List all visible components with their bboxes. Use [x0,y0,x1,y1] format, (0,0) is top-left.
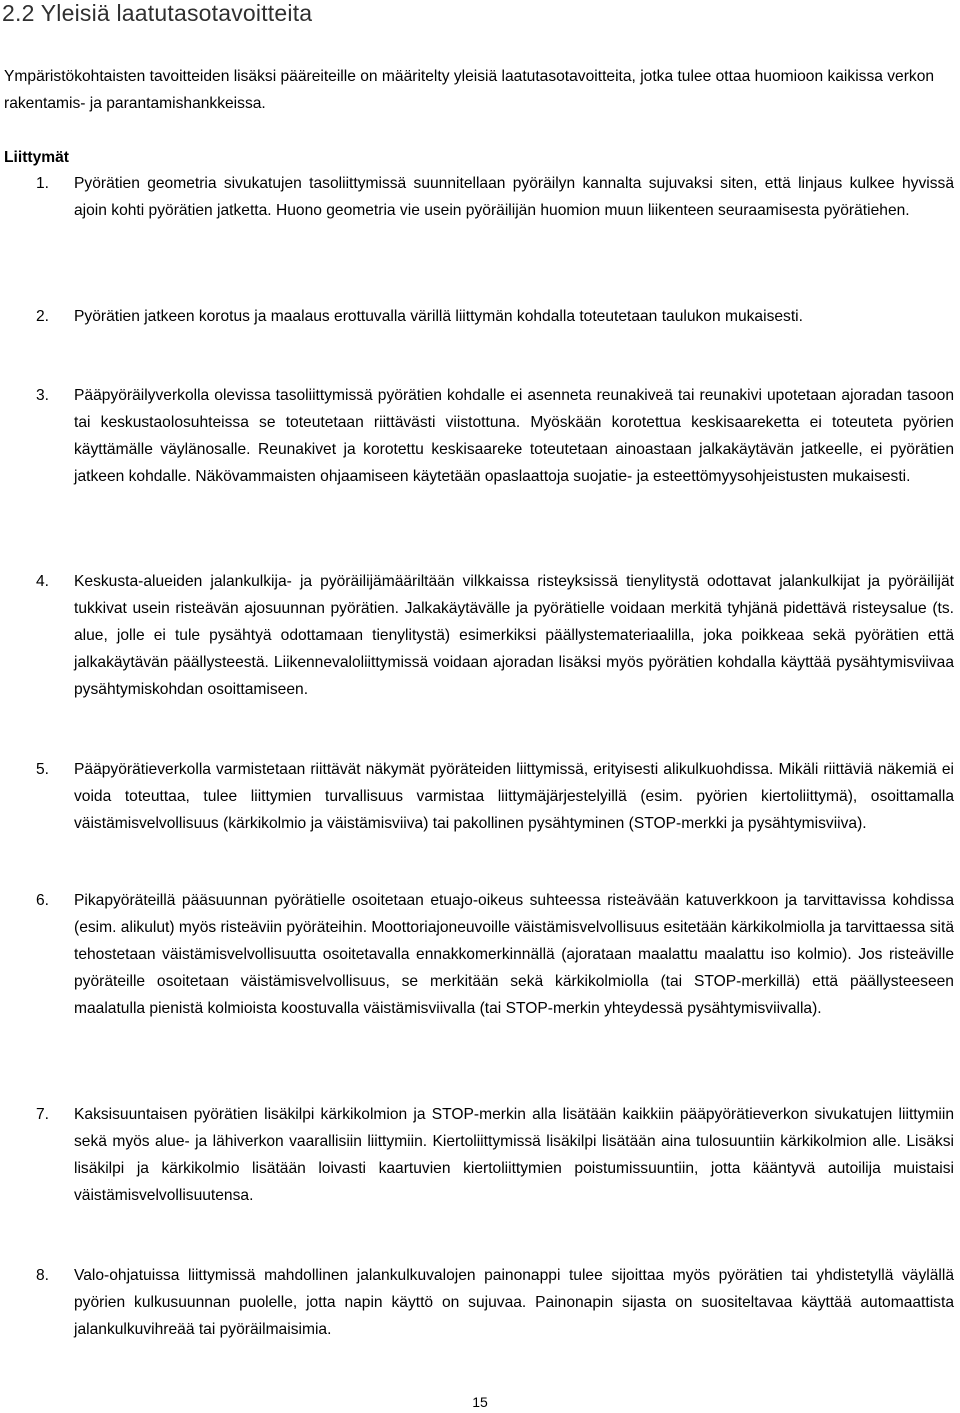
list-item-number: 3. [36,387,50,404]
list-item-number: 4. [36,573,50,590]
list-item-number: 1. [36,175,50,192]
subheading: Liittymät [4,149,69,166]
list-item-text: Pääpyörätieverkolla varmistetaan riittävät näkymät pyöräteiden liittymissä, erityisesti alikulkuohdissa. Mikäli riittäviä näkemiä ei voida toteuttaa, tulee liittymien turvallisuus varmistaa liittymäjärjestelyillä (esim. pyörien kiertoliittymä), osoittamalla väistämisvelvollisuus (kärkikolmio ja väistämisviiva) tai pakollinen pysähtyminen (STOP-merkki ja pysähtymisviiva). [74,761,954,832]
list-item-number: 7. [36,1106,50,1123]
list-item-text: Valo-ohjatuissa liittymissä mahdollinen jalankulkuvalojen painonappi tulee sijoittaa myös pyörätien tai yhdistetyllä väylällä pyörien kulkusuunnan puolelle, jotta napin käyttö on sujuvaa. Painonapin sijasta on suositeltavaa käyttää automaattista jalankulkuvihreää tai pyöräilmaisimia. [74,1267,954,1338]
list-item-text: Pyörätien jatkeen korotus ja maalaus erottuvalla värillä liittymän kohdalla toteutetaan taulukon mukaisesti. [74,308,803,325]
list-item-number: 2. [36,308,50,325]
list-item-text: Pääpyöräilyverkolla olevissa tasoliittymissä pyörätien kohdalle ei asenneta reunakiveä tai reunakivi upotetaan ajoradan tasoon tai keskustaolosuhteissa se toteutetaan riittävästi viistottuna. Myöskään korotettua keskisaareketta ei toteuteta pyörien käyttämälle väylänosalle. Reunakivet ja korotettu keskisaareke toteutetaan ainoastaan jalkakäytävän jatkeelle, ei pyörätien jatkeen kohdalle. Näkövammaisten ohjaamiseen käytetään opaslaattoja suojatie- ja esteettömyysohjeistusten mukaisesti. [74,387,954,485]
list-item-text: Keskusta-alueiden jalankulkija- ja pyöräilijämääriltään vilkkaissa risteyksissä tienylitystä odottavat jalankulkijat ja pyöräilijät tukkivat usein risteävän ajosuunnan pyörätien. Jalkakäytävälle ja pyörätielle voidaan merkitä tyhjänä pidettävä risteysalue (ts. alue, jolle ei tule pysähtyä odottamaan tienylitystä) esimerkiksi päällystemateriaalilla, joka poikkeaa sekä pyörätien että jalkakäytävän päällysteestä. Liikennevaloliittymissä voidaan ajoradan lisäksi myös pyörätien kohdalla käyttää pysähtymisviivaa pysähtymiskohdan osoittamiseen. [74,573,954,698]
list-item-number: 6. [36,892,50,909]
list-item-text: Kaksisuuntaisen pyörätien lisäkilpi kärkikolmion ja STOP-merkin alla lisätään kaikkiin pääpyörätieverkon sivukatujen liittymiin sekä myös alue- ja lähiverkon vaarallisiin liittymiin. Kiertoliittymissä lisäkilpi lisätään aina tulosuuntiin kärkikolmion alle. Lisäksi lisäkilpi ja kärkikolmio lisätään loivasti kaartuvien kiertoliittymien poistumissuuntiin, jotta kääntyvä autoilija muistaisi väistämisvelvollisuutensa. [74,1106,954,1204]
page-number: 15 [472,1394,488,1410]
list-item-number: 8. [36,1267,50,1284]
section-heading: 2.2 Yleisiä laatutasotavoitteita [2,0,313,26]
list-item-text: Pikapyöräteillä pääsuunnan pyörätielle osoitetaan etuajo-oikeus suhteessa risteävään katuverkkoon ja tarvittavissa kohdissa (esim. alikulut) myös risteäviin pyöräteihin. Moottoriajoneuvoille väistämisvelvollisuus esitetään kärkikolmiolla ja tarvittaessa sitä tehostetaan väistämisvelvollisuutta osoitetavalla ennakkomerkinnällä (ajorataan maalattu maalattu iso kolmio). Jos risteäville pyöräteille osoitetaan väistämisvelvollisuus, se merkitään sekä kärkikolmiolla (tai STOP-merkillä) että päällysteeseen maalatulla pienistä kolmioista koostuvalla väistämisviivalla (tai STOP-merkin yhteydessä pysähtymisviivalla). [74,892,954,1017]
intro-paragraph: Ympäristökohtaisten tavoitteiden lisäksi pääreiteille on määritelty yleisiä laatutasotavoitteita, jotka tulee ottaa huomioon kaikissa verkon rakentamis- ja parantamishankkeissa. [4,68,935,112]
list-item-text: Pyörätien geometria sivukatujen tasoliittymissä suunnitellaan pyöräilyn kannalta sujuvaksi siten, että linjaus kulkee hyvissä ajoin kohti pyörätien jatketta. Huono geometria vie usein pyöräilijän huomion muun liikenteen seuraamisesta pyörätiehen. [74,175,954,219]
list-item-number: 5. [36,761,50,778]
